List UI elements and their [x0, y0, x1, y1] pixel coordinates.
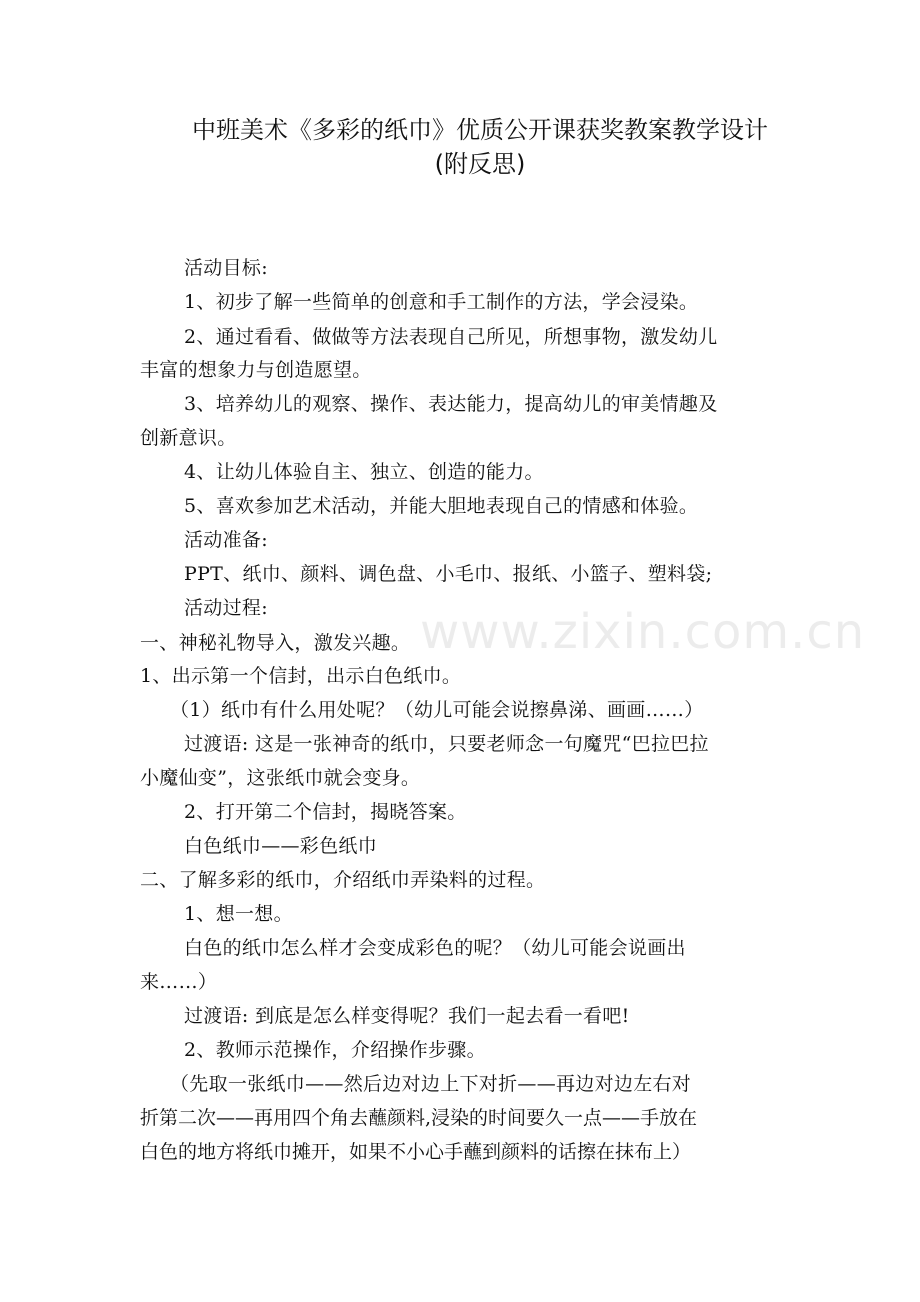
paragraph-line: 1、想一想。: [184, 903, 293, 925]
paragraph-line: 二、了解多彩的纸巾，介绍纸巾弄染料的过程。: [140, 869, 546, 891]
paragraph-line: 折第二次——再用四个角去蘸颜料,浸染的时间要久一点——手放在: [140, 1107, 698, 1129]
paragraph-line: 白色的纸巾怎么样才会变成彩色的呢？（幼儿可能会说画出: [184, 937, 686, 959]
paragraph-line: 丰富的想象力与创造愿望。: [140, 359, 372, 381]
section-heading: 活动准备:: [184, 529, 268, 551]
paragraph-line: 5、喜欢参加艺术活动，并能大胆地表现自己的情感和体验。: [184, 495, 699, 517]
section-heading: 活动目标:: [184, 257, 268, 279]
paragraph-line: 一、神秘礼物导入，激发兴趣。: [140, 632, 411, 654]
paragraph-line: 创新意识。: [140, 427, 237, 449]
paragraph-line: 白色纸巾——彩色纸巾: [184, 835, 378, 857]
paragraph-line: 2、打开第二个信封，揭晓答案。: [184, 801, 467, 823]
paragraph-line: 1、出示第一个信封，出示白色纸巾。: [140, 665, 462, 687]
paragraph-line: 2、教师示范操作，介绍操作步骤。: [184, 1039, 486, 1061]
document-subtitle: (附反思): [434, 150, 526, 178]
watermark-text: www.zixin.com.cn: [420, 604, 866, 660]
paragraph-line: 4、让幼儿体验自主、独立、创造的能力。: [184, 461, 544, 483]
paragraph-line: （先取一张纸巾——然后边对边上下对折——再边对边左右对: [170, 1073, 692, 1095]
document-title: 中班美术《多彩的纸巾》优质公开课获奖教案教学设计: [192, 116, 768, 144]
paragraph-line: （1）纸巾有什么用处呢？（幼儿可能会说擦鼻涕、画画……）: [170, 699, 704, 721]
paragraph-line: 来……）: [140, 971, 218, 993]
paragraph-line: 小魔仙变”，这张纸巾就会变身。: [140, 767, 421, 789]
paragraph-line: PPT、纸巾、颜料、调色盘、小毛巾、报纸、小篮子、塑料袋;: [184, 563, 713, 585]
section-heading: 活动过程:: [184, 597, 268, 619]
paragraph-line: 1、初步了解一些简单的创意和手工制作的方法，学会浸染。: [184, 291, 699, 313]
paragraph-line: 过渡语: 这是一张神奇的纸巾，只要老师念一句魔咒“巴拉巴拉: [184, 733, 709, 755]
paragraph-line: 3、培养幼儿的观察、操作、表达能力，提高幼儿的审美情趣及: [184, 393, 718, 415]
paragraph-line: 白色的地方将纸巾摊开，如果不小心手蘸到颜料的话擦在抹布上）: [140, 1141, 692, 1163]
paragraph-line: 过渡语: 到底是怎么样变得呢？我们一起去看一看吧!: [184, 1005, 630, 1027]
paragraph-line: 2、通过看看、做做等方法表现自己所见，所想事物，激发幼儿: [184, 326, 718, 348]
